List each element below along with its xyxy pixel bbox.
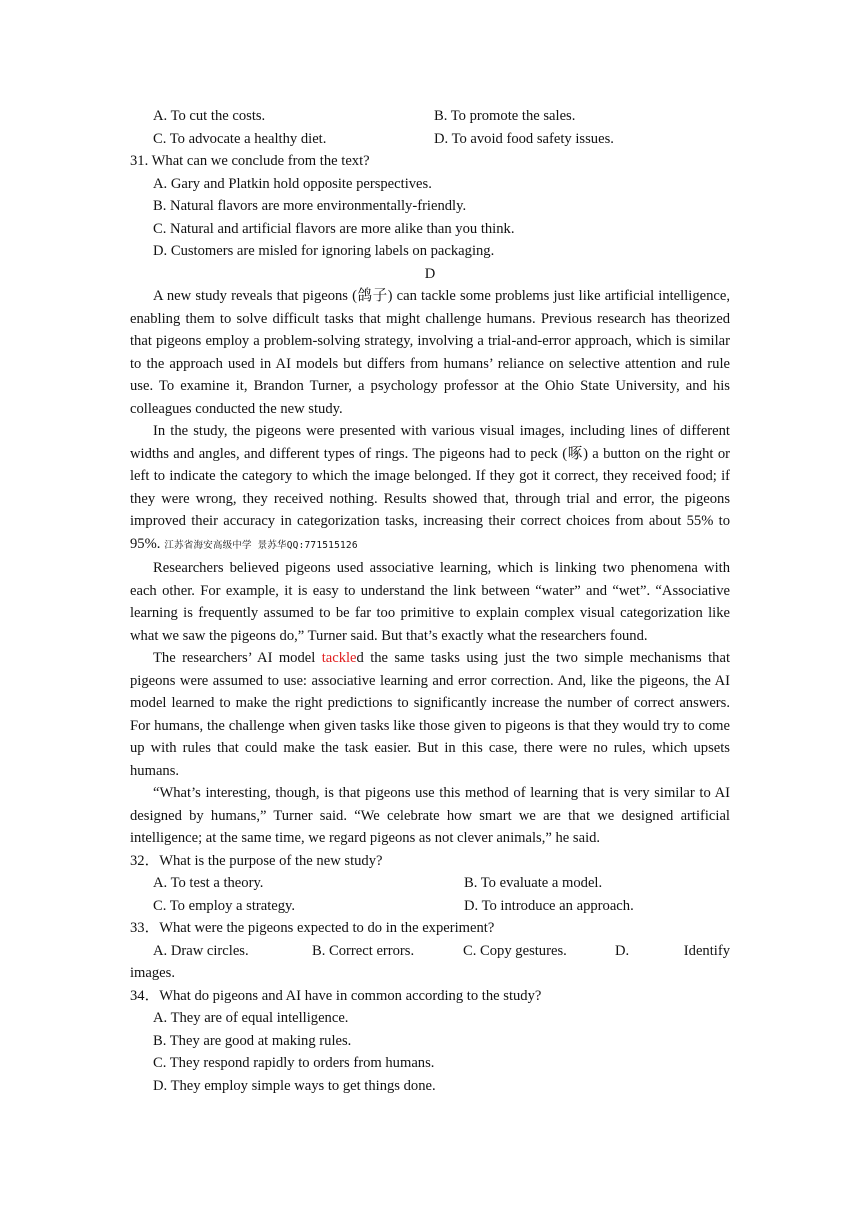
q31-option-b: B. Natural flavors are more environmentally-friendly. — [153, 198, 467, 214]
q32-option-c: C. To employ a strategy. — [153, 897, 296, 914]
passage-paragraph-4 — [130, 647, 730, 782]
q30-option-a: A. To cut the costs. — [153, 108, 266, 124]
q30-options-row-1 — [130, 105, 730, 128]
section-heading: D — [424, 265, 436, 282]
q30-options-row-2 — [130, 128, 730, 151]
q31-option-c: C. Natural and artificial flavors are more alike than you think. — [153, 220, 515, 237]
q30-option-b: B. To promote the sales. — [434, 108, 576, 124]
q32-options-row-2 — [130, 895, 730, 918]
passage-paragraph-2-text: In the study, the pigeons were presented with various visual images, including lines of different widths and angles, and different types of rings. The pigeons had to peck (啄) a button on the right or left to indicate the category to which the image belonged. If they got it correct, they received food; if they were wrong, they received nothing. Results showed that, through trial and error, the pigeons improved their accuracy in categorization tasks, increasing their correct choices from about 55% to 95%. — [130, 423, 730, 552]
q33-option-c: C. Copy gestures. — [463, 942, 567, 959]
q33-option-d-prefix: D. — [615, 942, 630, 959]
watermark-text: 江苏省海安高级中学 景苏华QQ:771515126 — [164, 539, 358, 551]
passage-paragraph-4-rest: d the same tasks using just the two simple mechanisms that pigeons were assumed to use: associative learning and error correction. And, like the pigeons, the AI model learned to make the right predictions to significantly increase the number of correct answers. For humans, the challenge when given tasks like those given to pigeons is that they would try to come up with rules that could make the task easier. But in this case, there were no rules, which upsets humans. — [130, 650, 730, 779]
q32-question: 32．What is the purpose of the new study? — [130, 852, 383, 869]
q33-option-b: B. Correct errors. — [312, 942, 415, 959]
passage-paragraph-3: Researchers believed pigeons used associative learning, which is linking two phenomena with each other. For example, it is easy to understand the link between “water” and “wet”. “Associative learning is frequently assumed to be far too primitive to explain complex visual categorization like what we saw the pigeons do,” Turner said. But that’s exactly what the researchers found. — [130, 560, 730, 644]
q32-option-a: A. To test a theory. — [153, 875, 264, 891]
passage-paragraph-4-start: The researchers’ AI model — [153, 650, 322, 666]
q34-option-d: D. They employ simple ways to get things done. — [153, 1077, 436, 1094]
passage-paragraph-1: A new study reveals that pigeons (鸽子) can tackle some problems just like artificial intelligence, enabling them to solve difficult tasks that might challenge humans. Previous research has theorized that pigeons employ a problem-solving strategy, involving a trial-and-error approach, which is similar to the approach used in AI models but differs from humans’ reliance on selective attention and rule use. To examine it, Brandon Turner, a psychology professor at the Ohio State University, and his colleagues conducted the new study. — [130, 288, 730, 417]
q31-question: 31. What can we conclude from the text? — [130, 153, 370, 169]
q33-option-a: A. Draw circles. — [153, 942, 249, 959]
q33-question: 33．What were the pigeons expected to do in the experiment? — [130, 920, 495, 936]
q33-options-row — [130, 940, 730, 963]
q32-options-row-1 — [130, 872, 730, 895]
q34-question: 34．What do pigeons and AI have in common according to the study? — [130, 987, 542, 1004]
q34-option-c: C. They respond rapidly to orders from humans. — [153, 1055, 435, 1071]
q30-option-c: C. To advocate a healthy diet. — [153, 130, 327, 147]
passage-paragraph-5: “What’s interesting, though, is that pigeons use this method of learning that is very similar to AI designed by humans,” Turner said. “We celebrate how smart we are that we designed artificial intelligence; at the same time, we regard pigeons as not clever animals,” he said. — [130, 785, 730, 846]
q31-option-d: D. Customers are misled for ignoring labels on packaging. — [153, 243, 495, 259]
q33-option-d-word: Identify — [683, 942, 730, 959]
q30-option-d: D. To avoid food safety issues. — [434, 130, 614, 147]
q32-option-d: D. To introduce an approach. — [464, 897, 634, 914]
q34-option-a: A. They are of equal intelligence. — [153, 1010, 349, 1026]
passage-paragraph-2 — [130, 420, 730, 557]
q34-option-b: B. They are good at making rules. — [153, 1032, 352, 1049]
q31-option-a: A. Gary and Platkin hold opposite perspectives. — [153, 175, 432, 192]
q32-option-b: B. To evaluate a model. — [464, 875, 603, 891]
highlighted-word: tackle — [321, 650, 357, 666]
q33-option-d-continued: images. — [130, 965, 175, 981]
document-page — [130, 105, 730, 1097]
